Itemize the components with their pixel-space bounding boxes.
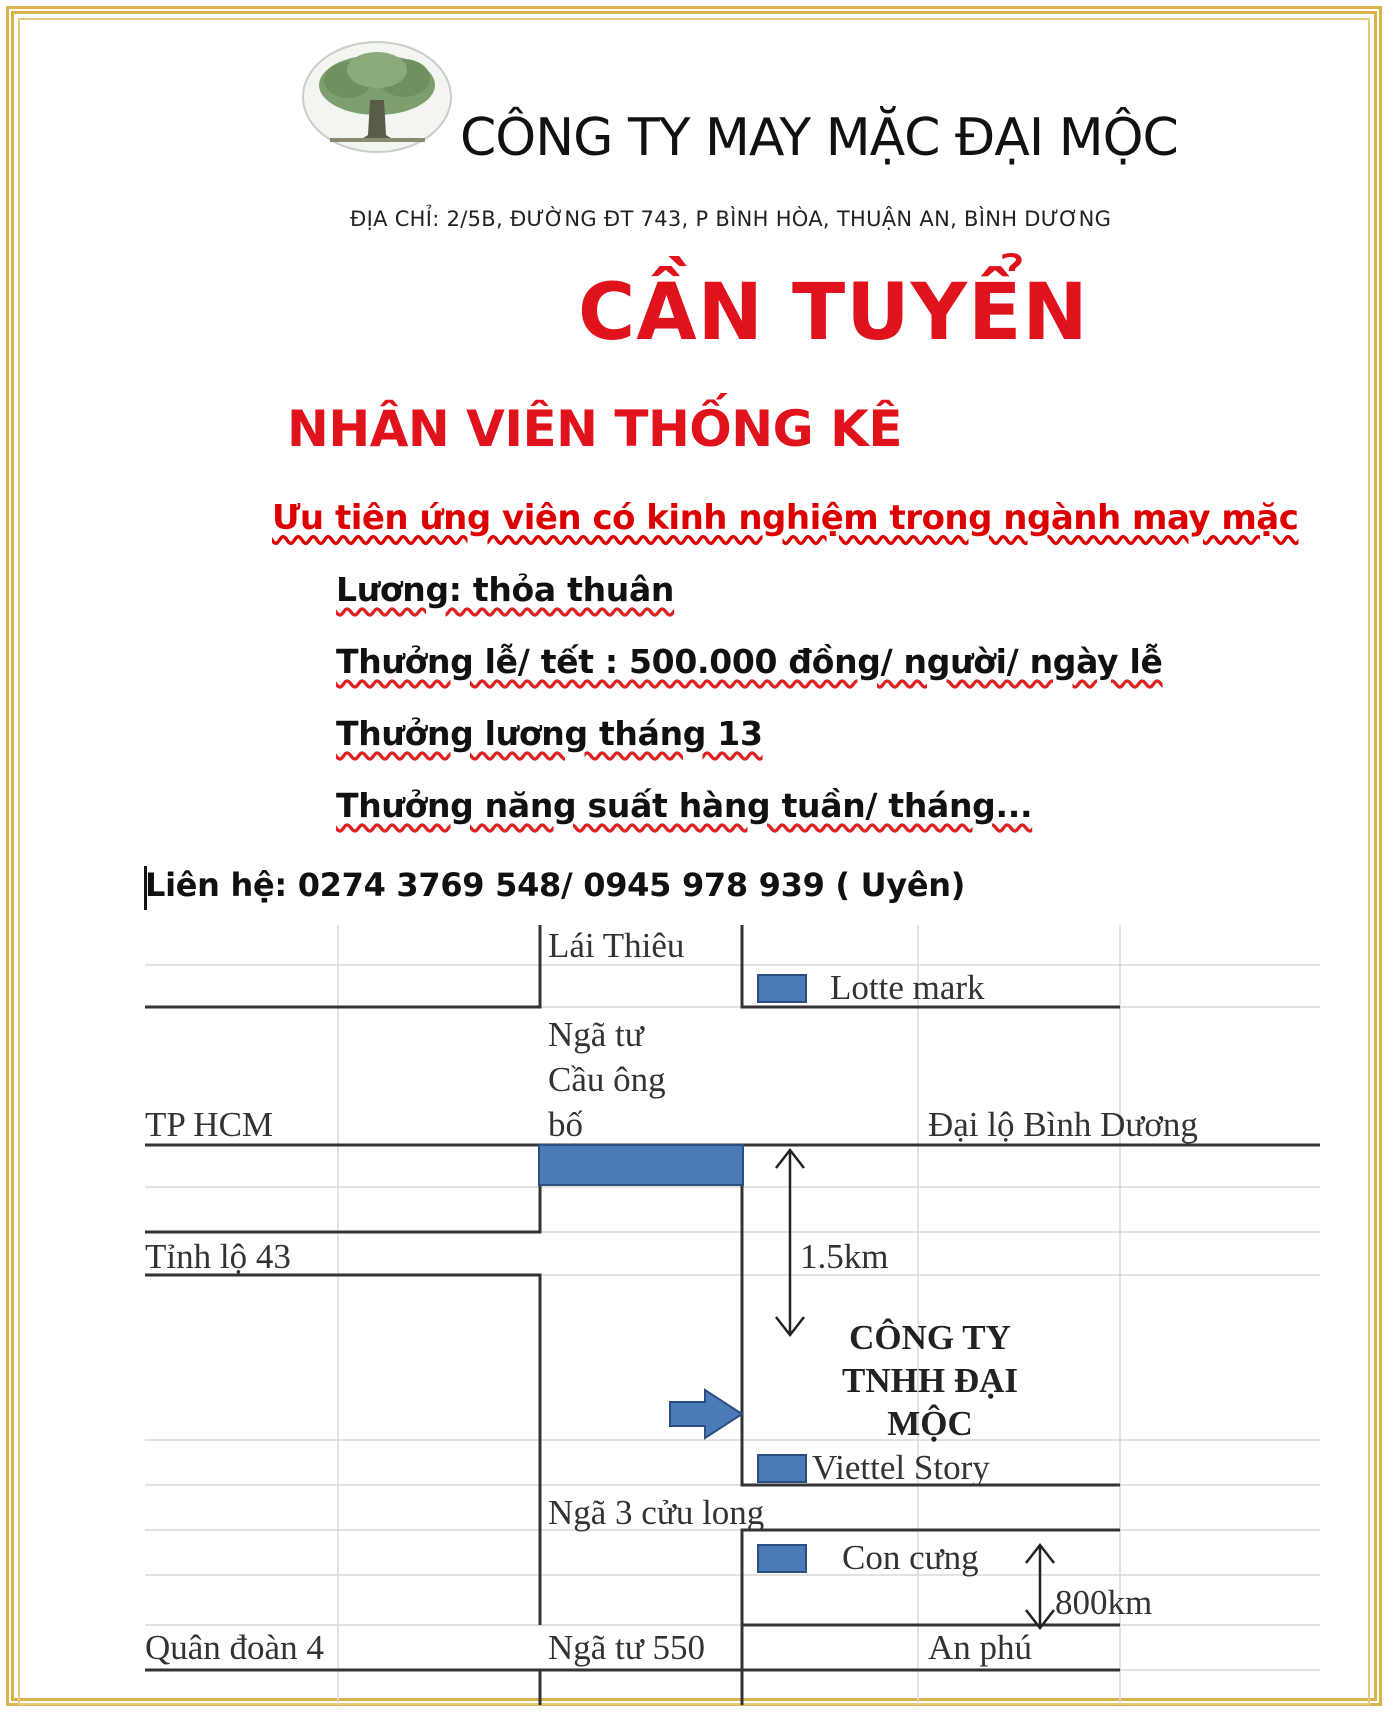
intersection-marker: [539, 1145, 743, 1185]
label-dai-lo: Đại lộ Bình Dương: [928, 1105, 1198, 1144]
label-tinh-lo: Tỉnh lộ 43: [145, 1237, 291, 1276]
benefit-13th-month: Thưởng lương tháng 13: [336, 714, 763, 753]
label-nga-tu-1: Ngã tư: [548, 1015, 644, 1054]
label-quan-doan: Quân đoàn 4: [145, 1628, 324, 1667]
label-nga-tu-3: bố: [548, 1105, 583, 1144]
priority-note: Ưu tiên ứng viên có kinh nghiệm trong ngành may mặc: [272, 498, 1299, 538]
label-viettel: Viettel Story: [812, 1448, 990, 1487]
label-lotte: Lotte mark: [830, 968, 985, 1007]
label-nga-3: Ngã 3 cửu long: [548, 1493, 765, 1532]
benefit-salary: Lương: thỏa thuân: [336, 570, 675, 609]
label-an-phu: An phú: [928, 1628, 1033, 1667]
hiring-headline: CẦN TUYỂN: [578, 268, 1089, 358]
company-name: CÔNG TY MAY MẶC ĐẠI MỘC: [460, 108, 1178, 168]
label-distance-2: 800km: [1055, 1583, 1153, 1622]
lotte-marker-icon: [758, 975, 806, 1002]
con-cung-marker-icon: [758, 1545, 806, 1572]
label-company-3: MỘC: [887, 1404, 973, 1443]
distance-arrow-2-icon: [1026, 1545, 1054, 1628]
company-address: ĐỊA CHỈ: 2/5B, ĐƯỜNG ĐT 743, P BÌNH HÒA, THUẬN AN, BÌNH DƯƠNG: [350, 207, 1112, 231]
job-position: NHÂN VIÊN THỐNG KÊ: [287, 400, 902, 458]
label-lai-thieu: Lái Thiêu: [548, 926, 685, 965]
label-nga-tu-2: Cầu ông: [548, 1060, 666, 1099]
label-tp-hcm: TP HCM: [145, 1105, 274, 1144]
label-company-1: CÔNG TY: [849, 1318, 1011, 1357]
label-con-cung: Con cưng: [842, 1538, 979, 1577]
arrow-right-icon: [670, 1390, 742, 1438]
label-company-2: TNHH ĐẠI: [842, 1361, 1018, 1400]
benefit-holiday-bonus: Thưởng lễ/ tết : 500.000 đồng/ người/ ngày lễ: [336, 642, 1163, 681]
label-distance-1: 1.5km: [800, 1237, 889, 1276]
benefit-productivity: Thưởng năng suất hàng tuần/ tháng...: [336, 786, 1033, 825]
label-nga-tu-550: Ngã tư 550: [548, 1628, 706, 1667]
viettel-marker-icon: [758, 1455, 806, 1482]
contact-info: Liên hệ: 0274 3769 548/ 0945 978 939 ( Uyên): [145, 866, 966, 904]
